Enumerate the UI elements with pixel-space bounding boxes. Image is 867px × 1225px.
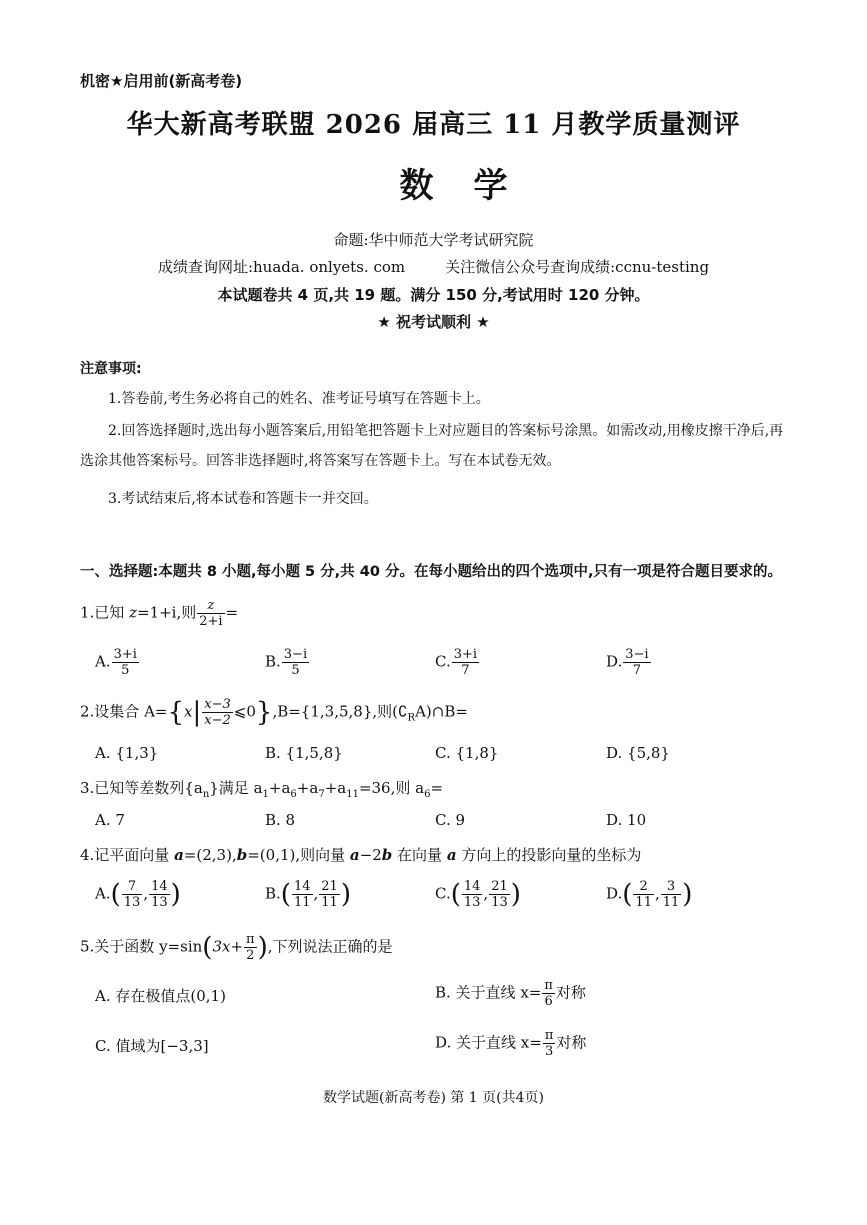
q3-sub: 6 [424, 789, 431, 800]
q2-option-b: B. {1,5,8} [265, 744, 343, 762]
frac-num: π [246, 932, 255, 947]
q4-option-d: D.( $\frac{2}{11}$ , $\frac{3}{11}$ ) [606, 879, 693, 910]
frac [319, 879, 340, 910]
q3-sub: 6 [290, 789, 297, 800]
option-fraction [542, 978, 555, 1009]
frac [292, 879, 313, 910]
q2-text: ,B={1,3,5,8},则(∁ [272, 702, 408, 721]
q5-fraction [244, 932, 257, 963]
frac-num: 21 [491, 879, 508, 894]
q2-var: x [184, 702, 193, 721]
q4-text: −2 [359, 846, 382, 864]
q3-option-a: A. 7 [95, 811, 125, 829]
frac-num: 3+i [113, 647, 137, 662]
question-4 [80, 844, 641, 865]
frac-den: 13 [123, 895, 141, 910]
frac-num: 14 [463, 879, 481, 894]
frac-num: π [544, 1028, 554, 1043]
q5-option-c: C. 值域为[−3,3] [95, 1037, 209, 1055]
q3-text: 3.已知等差数列{a [80, 779, 203, 797]
frac-den: 11 [662, 895, 680, 910]
option-label: C. [435, 652, 451, 671]
q5-option-a: A. 存在极值点(0,1) [95, 987, 226, 1005]
subject-title: 数学 [399, 166, 548, 206]
frac-num: 14 [293, 879, 311, 894]
option-label: B. [265, 884, 281, 903]
frac [661, 879, 682, 910]
option-label: A. [95, 884, 111, 903]
frac [633, 879, 654, 910]
query-website: 成绩查询网址:huada. onlyets. com [157, 258, 406, 276]
page-footer: 数学试题(新高考卷) 第 1 页(共4页) [322, 1090, 544, 1106]
q2-text: 2.设集合 A= [80, 702, 168, 721]
q3-text: = [430, 779, 444, 797]
option-fraction [623, 647, 650, 678]
q4-text: 4.记平面向量 [80, 846, 175, 864]
q5-text: 5.关于函数 y=sin [80, 937, 203, 956]
q1-text: =1+i,则 [137, 603, 197, 622]
option-text: B. 关于直线 x= [435, 983, 542, 1002]
q3-text: +a [268, 779, 291, 797]
q4-text: 在向量 [392, 846, 447, 864]
q5-option-b [435, 978, 586, 1009]
q2-option-d: D. {5,8} [606, 744, 670, 762]
q3-option-d: D. 10 [606, 811, 647, 829]
q4-vector: a [174, 846, 184, 864]
notice-item: 1.答卷前,考生务必将自己的姓名、准考证号填写在答题卡上。 [108, 391, 490, 407]
question-3 [80, 777, 443, 800]
q2-text: A)∩B= [415, 702, 468, 721]
frac-num: 3−i [283, 647, 308, 662]
option-fraction [452, 647, 479, 678]
frac-num: x−3 [204, 697, 231, 712]
frac-num: 7 [122, 879, 143, 895]
frac-den: 11 [635, 895, 652, 910]
question-1 [80, 598, 238, 629]
frac-den: 3 [544, 1044, 554, 1059]
q4-text: =(2,3), [183, 846, 237, 864]
frac-num: 3+i [453, 647, 478, 662]
q5-option-d [435, 1028, 586, 1059]
frac-den: 5 [291, 663, 300, 678]
frac-den: 7 [461, 663, 470, 678]
notice-title: 注意事项: [80, 361, 142, 377]
q1-text: = [225, 603, 239, 622]
q3-sub: 1 [262, 789, 269, 800]
q5-text: ,下列说法正确的是 [267, 937, 393, 956]
q3-sub: 7 [318, 789, 325, 800]
exam-title: 华大新高考联盟 2026 届高三 11 月教学质量测评 [126, 110, 741, 140]
option-fraction [112, 647, 139, 678]
q3-text: +a [324, 779, 347, 797]
frac-num: π [544, 978, 553, 993]
q2-fraction [202, 697, 233, 728]
frac-num: 14 [151, 879, 168, 894]
composer-line: 命题:华中师范大学考试研究院 [333, 231, 534, 249]
option-label: D. [606, 652, 623, 671]
bar: | [192, 697, 202, 728]
q4-text: =(0,1),则向量 [247, 846, 350, 864]
q4-vector: b [236, 846, 248, 864]
frac [462, 879, 483, 910]
exam-info: 本试题卷共 4 页,共 19 题。满分 150 分,考试用时 120 分钟。 [217, 286, 650, 304]
q4-vector: b [381, 846, 393, 864]
frac-den: 2+i [199, 614, 223, 629]
frac-den: 2 [246, 948, 255, 963]
q1-option-d [606, 647, 652, 678]
q4-option-c: C.( $\frac{14}{13}$ , $\frac{21}{13}$ ) [435, 879, 521, 910]
notice-item: 3.考试结束后,将本试卷和答题卡一并交回。 [108, 491, 378, 507]
q1-text: 1.已知 [80, 603, 130, 622]
q1-option-b [265, 647, 310, 678]
brace: { [167, 697, 185, 728]
frac-num: 2 [633, 879, 654, 895]
q3-option-b: B. 8 [265, 811, 296, 829]
frac [122, 879, 143, 910]
q3-sub: n [202, 789, 210, 800]
good-luck-line: ★ 祝考试顺利 ★ [377, 313, 490, 331]
q4-option-b: B.( $\frac{14}{11}$ , $\frac{21}{11}$ ) [265, 879, 351, 910]
option-text: 对称 [555, 983, 586, 1002]
frac-den: 11 [293, 895, 311, 910]
q3-option-c: C. 9 [435, 811, 466, 829]
q4-option-a: A.( $\frac{7}{13}$ , $\frac{14}{13}$ ) [95, 879, 181, 910]
query-line [0, 256, 867, 277]
q4-vector: a [446, 846, 457, 864]
q3-text: }满足 a [209, 779, 263, 797]
q5-text: 3x+ [212, 937, 244, 956]
q1-fraction [197, 598, 224, 629]
section-heading: 一、选择题:本题共 8 小题,每小题 5 分,共 40 分。在每小题给出的四个选项中,只有一项是符合题目要求的。 [80, 564, 782, 580]
q2-option-c: C. {1,8} [435, 744, 499, 762]
frac-num: z [197, 598, 224, 614]
option-label: B. [265, 652, 281, 671]
frac-den: 7 [632, 663, 642, 678]
frac [489, 879, 510, 910]
q3-text: +a [296, 779, 319, 797]
q2-option-a: A. {1,3} [95, 744, 159, 762]
option-label: A. [95, 652, 111, 671]
frac-num: 3−i [625, 647, 649, 662]
option-label: D. [606, 884, 623, 903]
q4-text: 方向上的投影向量的坐标为 [456, 846, 642, 864]
q1-var: z [129, 603, 137, 622]
frac-num: 3 [661, 879, 682, 895]
question-2 [80, 697, 468, 728]
frac-num: 21 [321, 879, 338, 894]
q2-sub: R [407, 712, 416, 724]
frac-den: x−2 [204, 713, 231, 728]
frac-den: 13 [151, 895, 168, 910]
frac-den: 11 [321, 895, 338, 910]
q4-vector: a [349, 846, 360, 864]
option-fraction [543, 1028, 556, 1059]
frac-den: 6 [544, 994, 553, 1009]
notice-item: 2.回答选择题时,选出每小题答案后,用铅笔把答题卡上对应题目的答案标号涂黑。如需改动,用橡皮擦干净后,再选涂其他答案标号。回答非选择题时,将答案写在答题卡上。写在本试卷无效。 [80, 423, 784, 469]
brace: } [255, 697, 273, 728]
option-text: 对称 [556, 1033, 587, 1052]
q1-option-c [435, 647, 480, 678]
option-label: C. [435, 884, 451, 903]
option-text: D. 关于直线 x= [435, 1033, 542, 1052]
frac-den: 13 [463, 895, 481, 910]
query-wechat: 关注微信公众号查询成绩:ccnu-testing [445, 258, 710, 276]
question-5: 5.关于函数 y=sin(3x+ $\frac{\pi}{2}$ ),下列说法正确的是 [80, 932, 393, 963]
q3-sub: 11 [346, 789, 359, 800]
frac [149, 879, 170, 910]
q2-text: ⩽0 [233, 702, 256, 721]
frac-den: 5 [121, 663, 130, 678]
confidential-label: 机密★启用前(新高考卷) [80, 72, 243, 90]
q1-option-a [95, 647, 140, 678]
q3-text: =36,则 a [358, 779, 425, 797]
frac-den: 13 [491, 895, 508, 910]
option-fraction [282, 647, 309, 678]
